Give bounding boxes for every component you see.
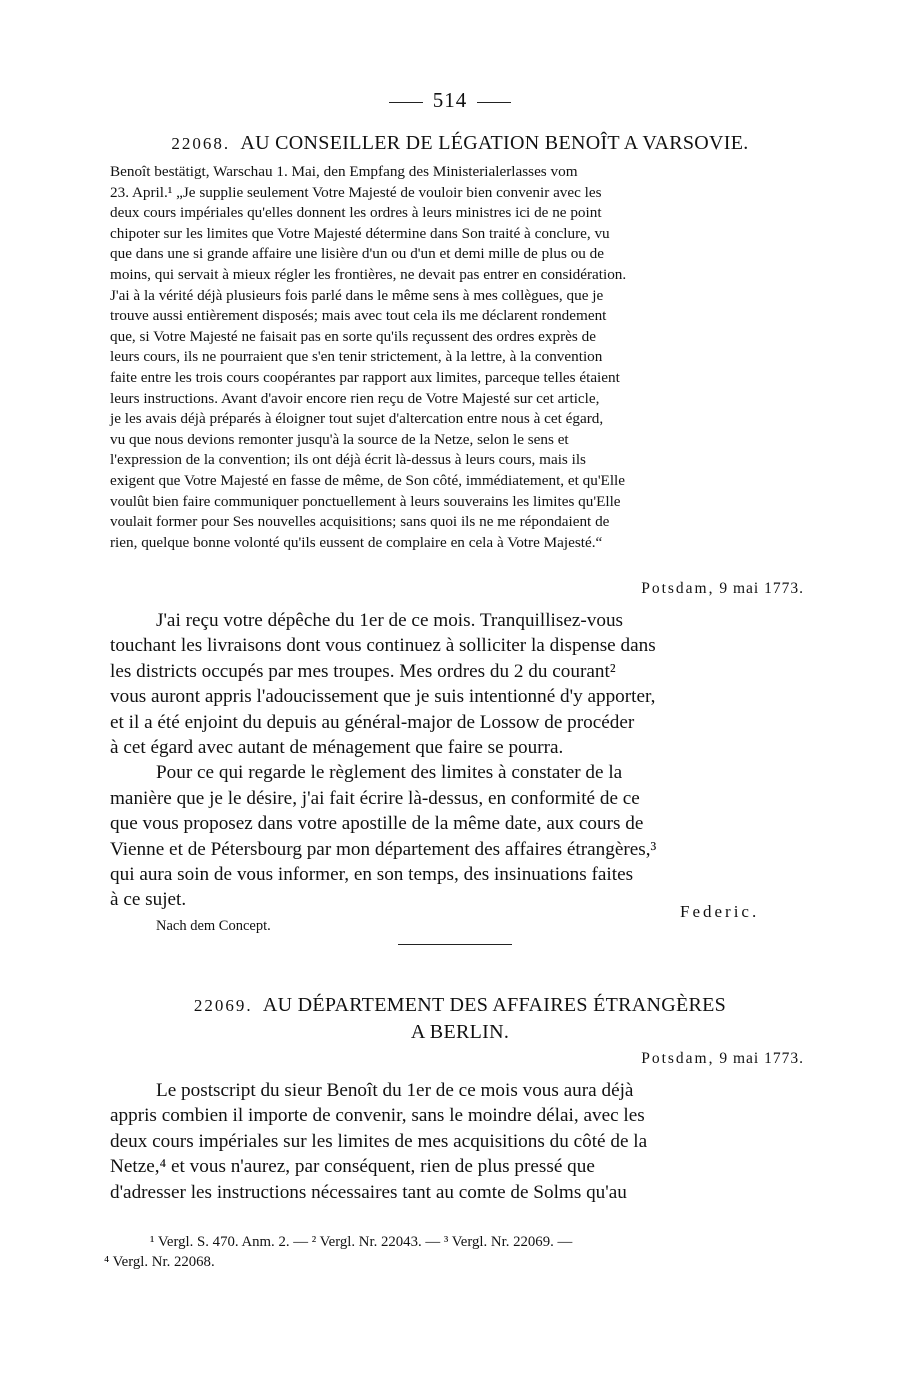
section-1-letter — [110, 608, 802, 913]
section-2-dateline: Potsdam, 9 mai 1773. — [641, 1050, 804, 1067]
letter-line: qui aura soin de vous informer, en son temps, des insinuations faites — [110, 864, 634, 886]
summary-line: chipoter sur les limites que Votre Majesté détermine dans Son traité à conclure, vu — [110, 224, 610, 242]
letter-line: à ce sujet. — [110, 889, 187, 911]
source-note: Nach dem Concept. — [156, 918, 271, 934]
section-1-summary — [110, 162, 804, 553]
footnote-line: ¹ Vergl. S. 470. Anm. 2. — ² Vergl. Nr. 22043. — ³ Vergl. Nr. 22069. — — [150, 1234, 573, 1250]
summary-line: leurs cours, ils ne pourraient que s'en tenir strictement, à la lettre, à la convention — [110, 348, 603, 366]
letter-line: manière que je le désire, j'ai fait écrire là-dessus, en conformité de ce — [110, 787, 640, 809]
summary-line: moins, qui servait à mieux régler les frontières, ne devait pas entrer en considération. — [110, 265, 627, 283]
letter-line: d'adresser les instructions nécessaires tant au comte de Solms qu'au — [110, 1181, 627, 1203]
footnote-line: ⁴ Vergl. Nr. 22068. — [104, 1254, 215, 1270]
summary-line: que, si Votre Majesté ne faisait pas en sorte qu'ils reçussent des ordres exprès de — [110, 327, 596, 345]
letter-line: Vienne et de Pétersbourg par mon département des affaires étrangères,³ — [110, 838, 657, 860]
signature: Federic. — [680, 902, 760, 921]
letter-line: les districts occupés par mes troupes. Mes ordres du 2 du courant² — [110, 660, 616, 682]
page-number-dash-left — [389, 102, 423, 103]
letter-line: que vous proposez dans votre apostille de la même date, aux cours de — [110, 813, 644, 835]
summary-line: J'ai à la vérité déjà plusieurs fois parlé dans le même sens à mes collègues, que je — [110, 286, 604, 304]
page-number: 514 — [0, 88, 900, 113]
letter-line: deux cours impériales sur les limites de mes acquisitions du côté de la — [110, 1130, 648, 1152]
summary-line: que dans une si grande affaire une lisière d'un ou d'un et demi mille de plus ou de — [110, 245, 605, 263]
letter-line: vous auront appris l'adoucissement que je suis intentionné d'y apporter, — [110, 686, 656, 708]
letter-line: Le postscript du sieur Benoît du 1er de ce mois vous aura déjà — [156, 1080, 634, 1101]
letter-line: Pour ce qui regarde le règlement des limites à constater de la — [156, 762, 623, 784]
summary-line: Benoît bestätigt, Warschau 1. Mai, den Empfang des Ministerialerlasses vom — [110, 163, 578, 180]
section-1-dateline: Potsdam, 9 mai 1773. — [641, 580, 804, 597]
section-1-number: 22068. — [171, 134, 231, 153]
summary-line: leurs instructions. Avant d'avoir encore rien reçu de Votre Majesté sur cet article, — [110, 389, 600, 407]
summary-line: rien, quelque bonne volonté qu'ils eussent de complaire en cela à Votre Majesté.“ — [110, 533, 603, 551]
section-2-number: 22069. — [193, 996, 253, 1015]
summary-line: 23. April.¹ „Je supplie seulement Votre Majesté de vouloir bien convenir avec les — [110, 183, 602, 201]
summary-line: trouve aussi entièrement disposés; mais avec tout cela ils me déclarent rondement — [110, 307, 607, 325]
summary-line: deux cours impériales qu'elles donnent les ordres à leurs ministres ici de ne point — [110, 204, 602, 222]
letter-line: à cet égard avec autant de ménagement que faire se pourra. — [110, 737, 564, 759]
footnotes — [104, 1232, 804, 1272]
section-2-title-line-2: A BERLIN. — [410, 1021, 510, 1043]
letter-line: appris combien il importe de convenir, sans le moindre délai, avec les — [110, 1105, 645, 1127]
letter-line: J'ai reçu votre dépêche du 1er de ce mois. Tranquillisez-vous — [156, 610, 624, 631]
summary-line: l'expression de la convention; ils ont déjà écrit là-dessus à leurs cours, mais ils — [110, 451, 586, 469]
letter-line: et il a été enjoint du depuis au général-major de Lossow de procéder — [110, 711, 635, 733]
summary-line: voulait former pour Ses nouvelles acquisitions; sans quoi ils ne me répondaient de — [110, 513, 610, 531]
summary-line: vu que nous devions remonter jusqu'à la source de la Netze, selon le sens et — [110, 430, 569, 448]
section-2-title-line-1: AU DÉPARTEMENT DES AFFAIRES ÉTRANGÈRES — [262, 994, 727, 1016]
page-number-dash-right — [477, 102, 511, 103]
letter-line: touchant les livraisons dont vous continuez à solliciter la dispense dans — [110, 635, 656, 657]
summary-line: exigent que Votre Majesté en fasse de même, de Son côté, immédiatement, et qu'Elle — [110, 471, 626, 489]
letter-line: Netze,⁴ et vous n'aurez, par conséquent, rien de plus pressé que — [110, 1156, 595, 1178]
section-divider — [398, 944, 512, 945]
summary-line: faite entre les trois cours coopérantes par rapport aux limites, parceque telles étaient — [110, 368, 620, 386]
section-2-letter — [110, 1078, 802, 1205]
summary-line: voulût bien faire communiquer ponctuellement à leurs souverains les limites qu'Elle — [110, 492, 621, 510]
section-2-heading — [110, 992, 810, 1045]
section-1-title: AU CONSEILLER DE LÉGATION BENOÎT A VARSOVIE. — [240, 132, 749, 154]
summary-line: je les avais déjà préparés à éloigner tout sujet d'altercation entre nous à cet égard, — [110, 410, 604, 428]
section-1-heading — [110, 130, 810, 157]
